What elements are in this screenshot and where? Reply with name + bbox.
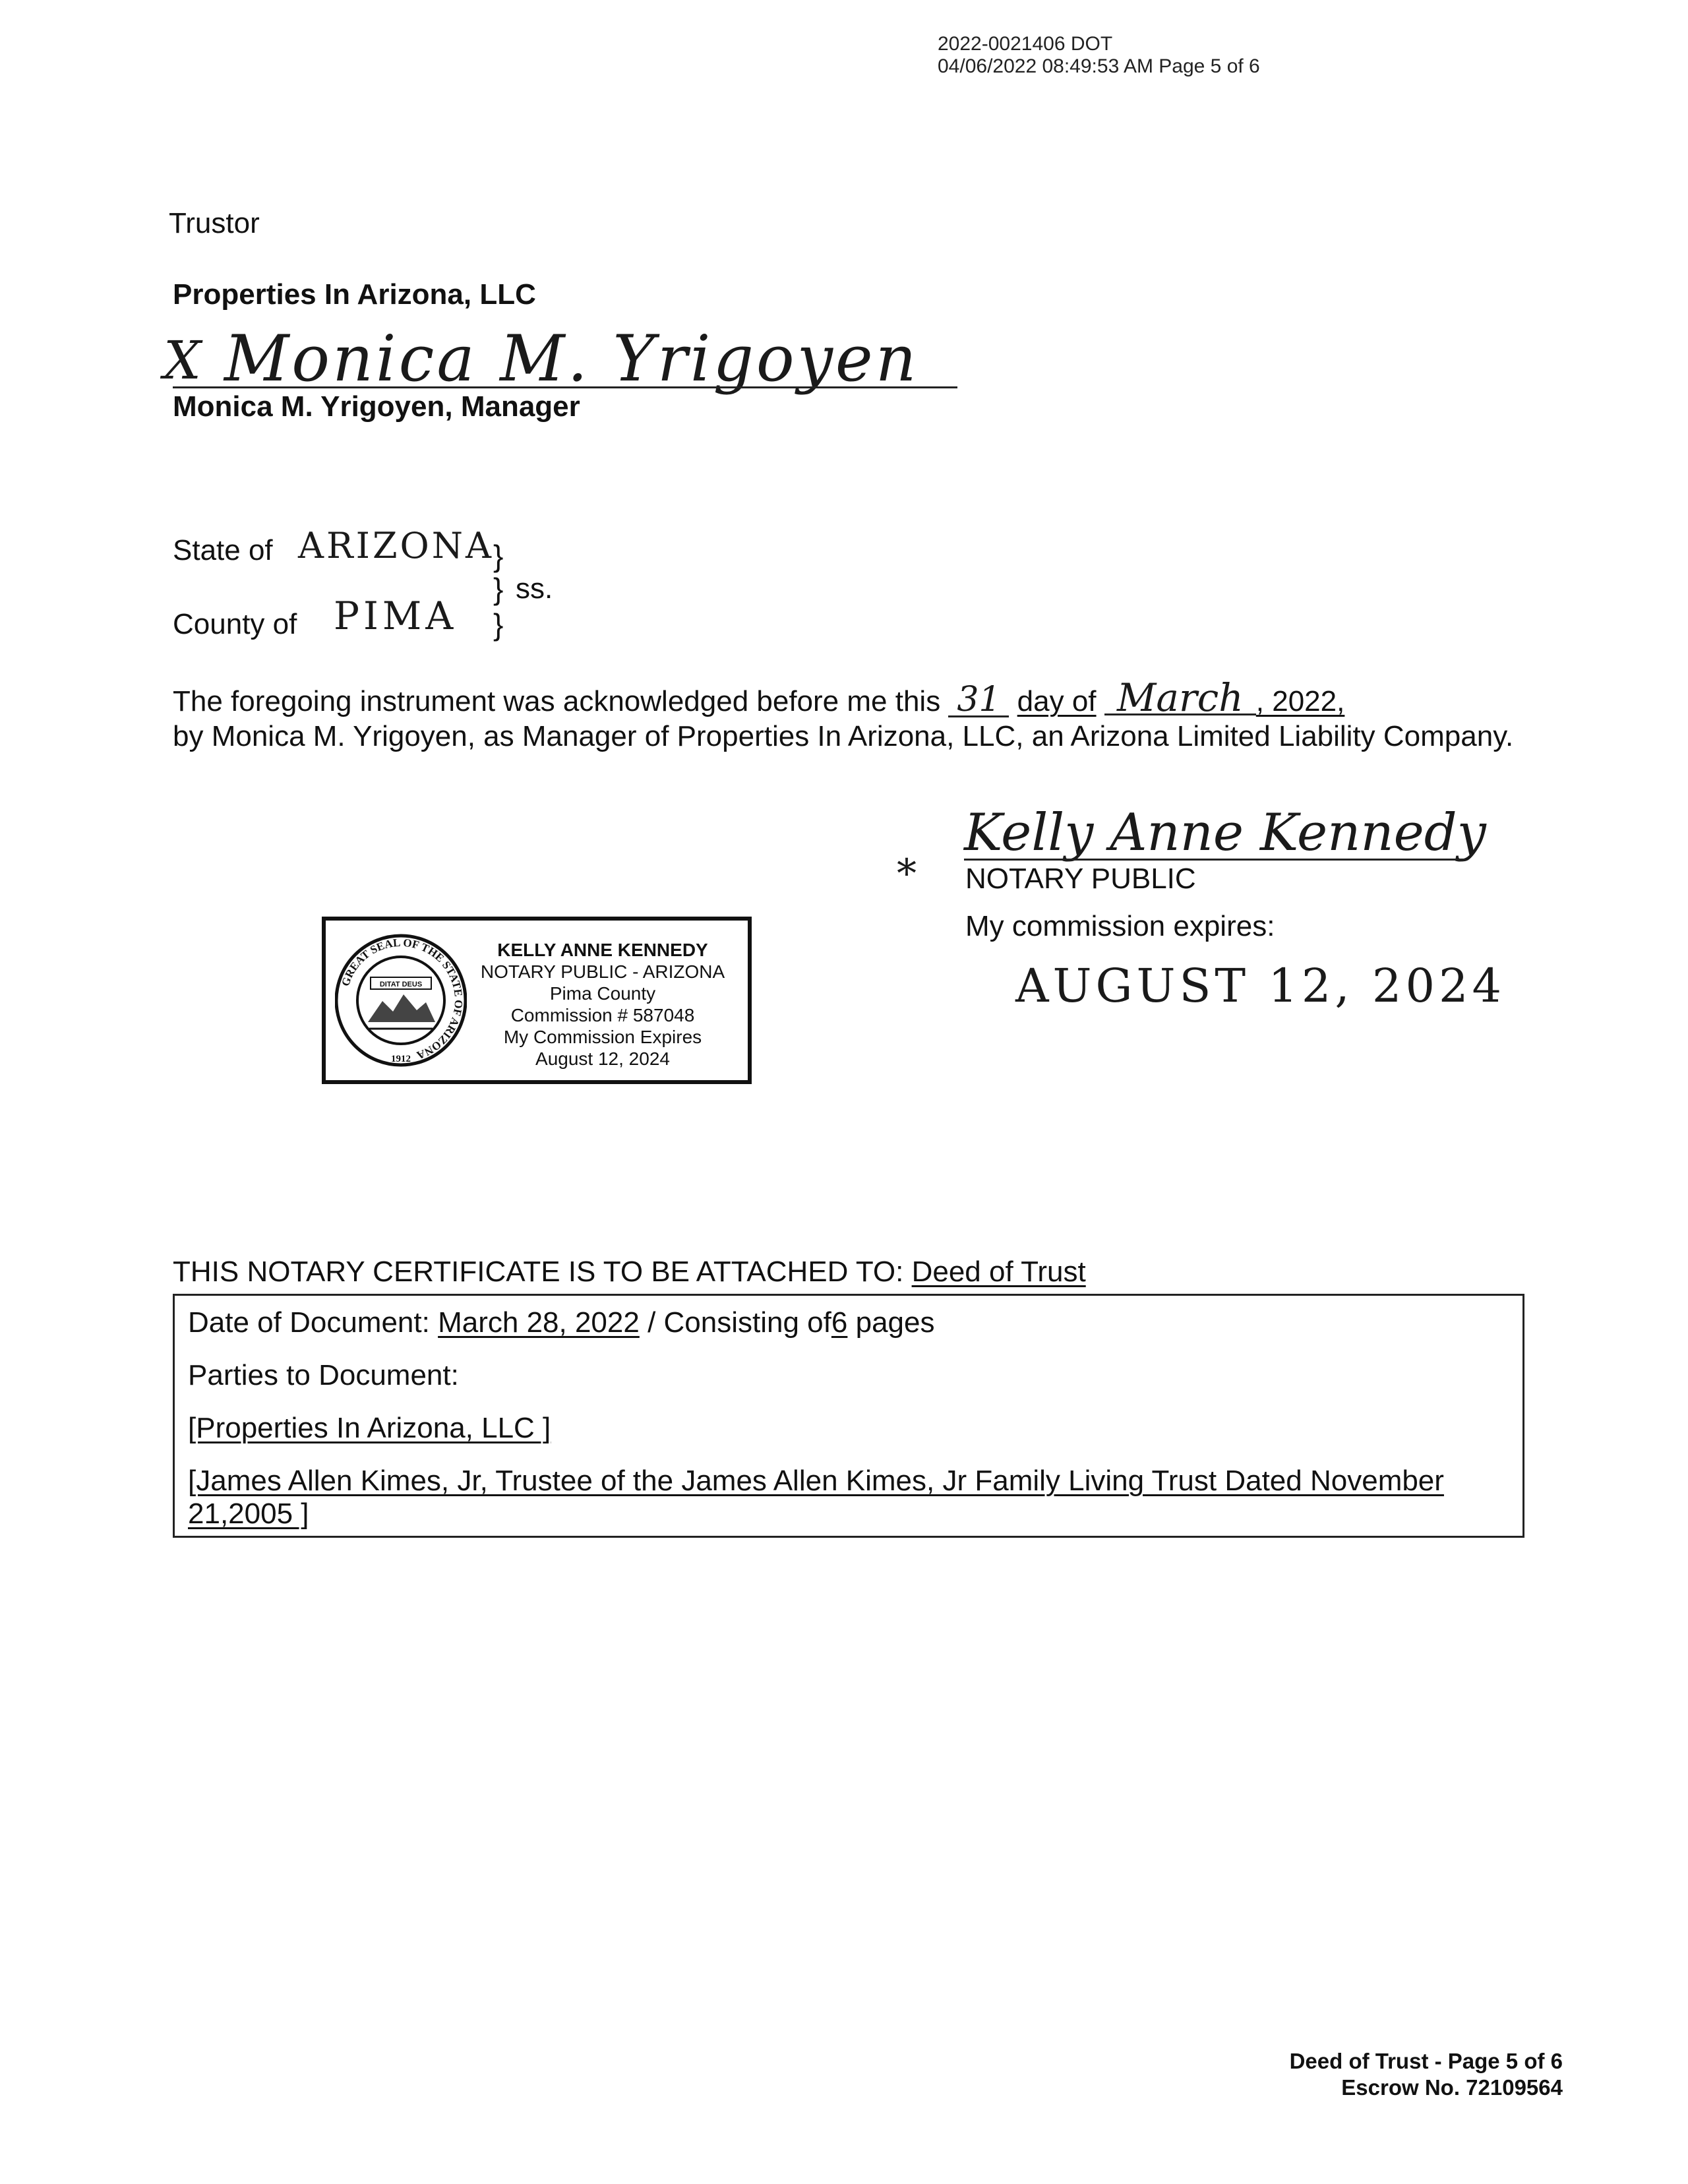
venue-ss: ss. <box>516 572 553 605</box>
seal-county: Pima County <box>549 983 656 1004</box>
commission-value: AUGUST 12, 2024 <box>1015 959 1506 1013</box>
recording-stamp <box>938 33 1260 78</box>
acknowledgment-line-2: by Monica M. Yrigoyen, as Manager of Properties In Arizona, LLC, an Arizona Limited Liability Company. <box>173 720 1514 752</box>
recording-timestamp: 04/06/2022 08:49:53 AM Page 5 of 6 <box>938 55 1260 77</box>
seal-commission: Commission # 587048 <box>510 1005 695 1025</box>
attach-line <box>173 1254 1086 1290</box>
seal-expires-date: August 12, 2024 <box>535 1048 670 1069</box>
party-2-line-1: [James Allen Kimes, Jr, Trustee of the James Allen Kimes, Jr Family Living Trust Dated November <box>188 1465 1444 1497</box>
ack-year: , 2022, <box>1255 685 1345 717</box>
consisting-prefix: / Consisting of <box>648 1306 831 1339</box>
ack-month-value: March <box>1104 683 1256 715</box>
notary-mark: * <box>897 851 917 897</box>
county-value: PIMA <box>334 593 458 638</box>
notary-signature: Kelly Anne Kennedy <box>964 803 1486 863</box>
state-value: ARIZONA <box>298 525 495 566</box>
document-date-line <box>188 1306 935 1339</box>
notary-seal <box>322 917 752 1084</box>
trustor-signature: Monica M. Yrigoyen <box>224 322 919 396</box>
date-label: Date of Document: <box>188 1306 430 1339</box>
great-seal-icon <box>335 930 467 1071</box>
page-footer <box>1290 2048 1563 2101</box>
trustor-signature-mark: X <box>164 330 201 391</box>
recording-doc-number: 2022-0021406 DOT <box>938 33 1113 55</box>
footer-escrow-line: Escrow No. 72109564 <box>1341 2075 1563 2100</box>
commission-label: My commission expires: <box>965 910 1275 942</box>
trustor-entity: Properties In Arizona, LLC <box>173 278 536 311</box>
parties-label: Parties to Document: <box>188 1359 459 1391</box>
county-label: County of <box>173 608 297 640</box>
ack-day-of: day of <box>1017 685 1097 717</box>
seal-text <box>464 939 741 1070</box>
seal-title: NOTARY PUBLIC - ARIZONA <box>480 961 725 982</box>
pages-value: 6 <box>831 1306 848 1339</box>
notary-title: NOTARY PUBLIC <box>965 863 1196 895</box>
trustor-signer-line: Monica M. Yrigoyen, Manager <box>173 390 580 423</box>
footer-page-line: Deed of Trust - Page 5 of 6 <box>1289 2049 1563 2073</box>
party-2-line-2: 21,2005 ] <box>188 1498 309 1530</box>
venue-brace-bottom: } <box>493 607 504 642</box>
seal-motto: DITAT DEUS <box>379 981 423 988</box>
attach-value: Deed of Trust <box>911 1256 1086 1288</box>
party-1: [Properties In Arizona, LLC ] <box>188 1412 551 1444</box>
ack-prefix: The foregoing instrument was acknowledged before me this <box>173 685 941 717</box>
acknowledgment-line-1 <box>173 675 1345 720</box>
state-label: State of <box>173 534 273 566</box>
trustor-heading: Trustor <box>169 207 260 239</box>
seal-ring-text: GREAT SEAL OF THE STATE OF ARIZONA <box>339 936 466 1062</box>
notary-signature-line <box>964 859 1465 861</box>
venue-brace-middle: } <box>493 572 504 606</box>
date-value: March 28, 2022 <box>438 1306 640 1339</box>
certificate-box <box>173 1294 1524 1538</box>
seal-name: KELLY ANNE KENNEDY <box>497 940 708 960</box>
ack-day-value: 31 <box>948 685 1009 717</box>
attach-label: THIS NOTARY CERTIFICATE IS TO BE ATTACHED TO: <box>173 1256 904 1288</box>
seal-expires-label: My Commission Expires <box>503 1027 702 1047</box>
pages-suffix: pages <box>855 1306 935 1339</box>
seal-year: 1912 <box>391 1054 411 1064</box>
venue-brace-top: } <box>493 539 504 573</box>
trustor-signature-line <box>173 386 957 388</box>
